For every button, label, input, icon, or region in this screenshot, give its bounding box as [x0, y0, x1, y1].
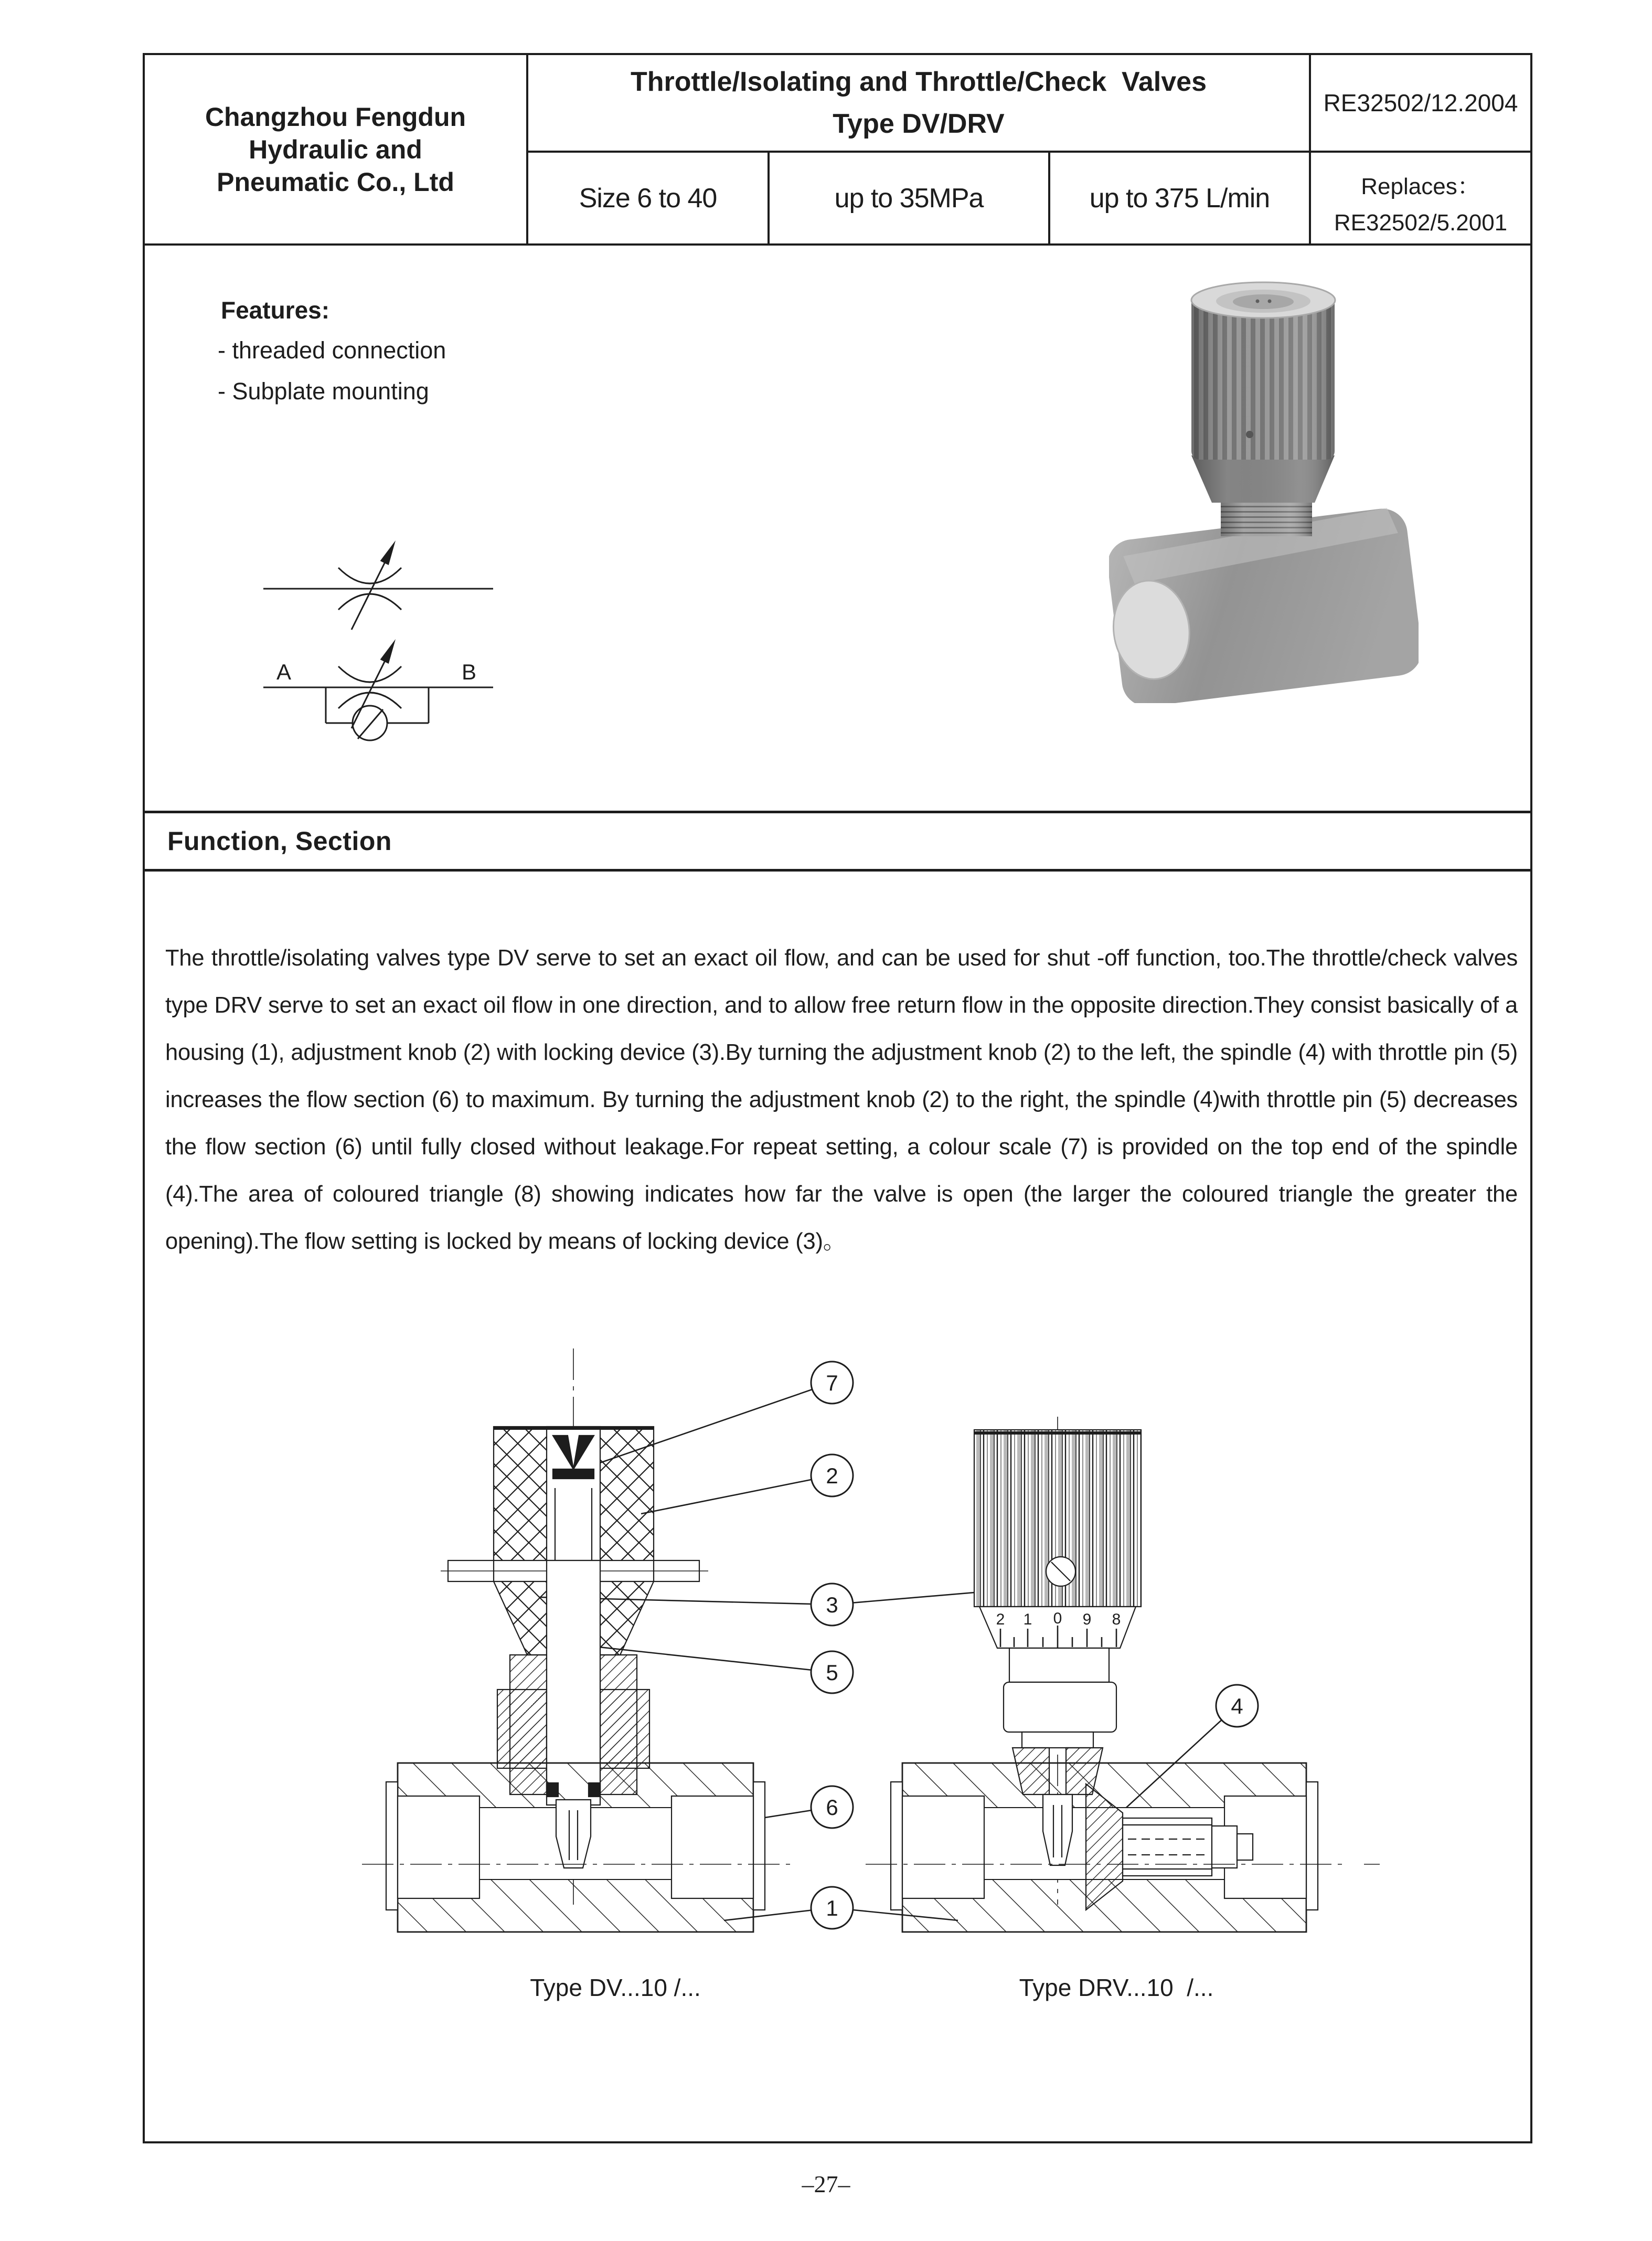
callout-2: 2: [826, 1463, 838, 1488]
spec-flow: up to 375 L/min: [1089, 183, 1270, 214]
section-drawing-drv: [866, 1417, 1380, 1932]
callout-7: 7: [826, 1371, 838, 1395]
port-a-label: A: [276, 660, 292, 684]
features-heading: Features:: [221, 296, 330, 324]
doc-title-line1: Throttle/Isolating and Throttle/Check Valves: [631, 67, 1207, 97]
throttle-pin: [556, 1800, 591, 1868]
page-number: –27–: [802, 2171, 850, 2197]
doc-title: [528, 55, 1309, 151]
doc-number: RE32502/12.2004: [1323, 89, 1518, 116]
section-heading-band: [145, 811, 1530, 872]
port-b-label: B: [461, 660, 477, 684]
company-name: [145, 55, 526, 243]
hydraulic-symbol-diagram: [254, 525, 500, 756]
product-photo: [1109, 277, 1419, 703]
company-line: Pneumatic Co., Ltd: [217, 167, 454, 197]
company-line: Changzhou Fengdun: [205, 102, 466, 132]
section-drawing-dv: [362, 1348, 792, 1932]
caption-dv: Type DV...10 /...: [530, 1974, 701, 2001]
throttle-arrow-head: [380, 639, 396, 664]
section-drawings: [145, 1318, 1530, 1947]
throttle-arrow-head: [380, 540, 396, 565]
replaces-number: RE32502/5.2001: [1334, 210, 1508, 236]
svg-text:2: 2: [996, 1611, 1005, 1628]
doc-title-line2: Type DV/DRV: [833, 109, 1005, 139]
spec-pressure: up to 35MPa: [834, 183, 984, 214]
document-frame: [143, 53, 1532, 2143]
svg-text:1: 1: [1023, 1611, 1032, 1628]
replaces-label: Replaces：: [1361, 174, 1480, 199]
features-section: [145, 243, 1530, 811]
callout-1: 1: [826, 1896, 838, 1920]
spec-size: Size 6 to 40: [579, 183, 717, 214]
callout-3: 3: [826, 1592, 838, 1617]
throttle-check-symbol: [263, 653, 493, 740]
svg-text:8: 8: [1112, 1611, 1121, 1628]
features-item: - threaded connection: [218, 337, 446, 364]
callout-6: 6: [826, 1795, 838, 1820]
svg-text:0: 0: [1053, 1610, 1062, 1627]
throttle-symbol: [263, 555, 493, 630]
callout-5: 5: [826, 1660, 838, 1685]
caption-drv: Type DRV...10 /...: [1019, 1974, 1214, 2001]
function-description: The throttle/isolating valves type DV serve to set an exact oil flow, and can be used for shut -off function, too.The throttle/check valves type DRV serve to set an exact oil flow in one direction, and to allow free return flow in the opposite direction.They consist basically of a housing (1), adjustment knob (2) with locking device (3).By turning the adjustment knob (2) to the left, the spindle (4) with throttle pin (5) increases the flow section (6) to maximum. By turning the adjustment knob (2) to the right, the spindle (4)with throttle pin (5) decreases the flow section (6) until fully closed without leakage.For repeat setting, a colour scale (7) is provided on the top end of the spindle (4).The area of coloured triangle (8) showing indicates how far the valve is open (the larger the coloured triangle the greater the opening).The flow setting is locked by means of locking device (3)。: [165, 946, 1518, 1254]
features-item: - Subplate mounting: [218, 378, 429, 405]
replaces-cell: [1311, 153, 1530, 243]
company-line: Hydraulic and: [249, 134, 422, 164]
port-bore: [398, 1796, 479, 1898]
function-section-content: [145, 872, 1530, 2141]
svg-text:9: 9: [1082, 1611, 1092, 1628]
section-heading: Function, Section: [167, 826, 392, 856]
callout-4: 4: [1231, 1694, 1243, 1718]
